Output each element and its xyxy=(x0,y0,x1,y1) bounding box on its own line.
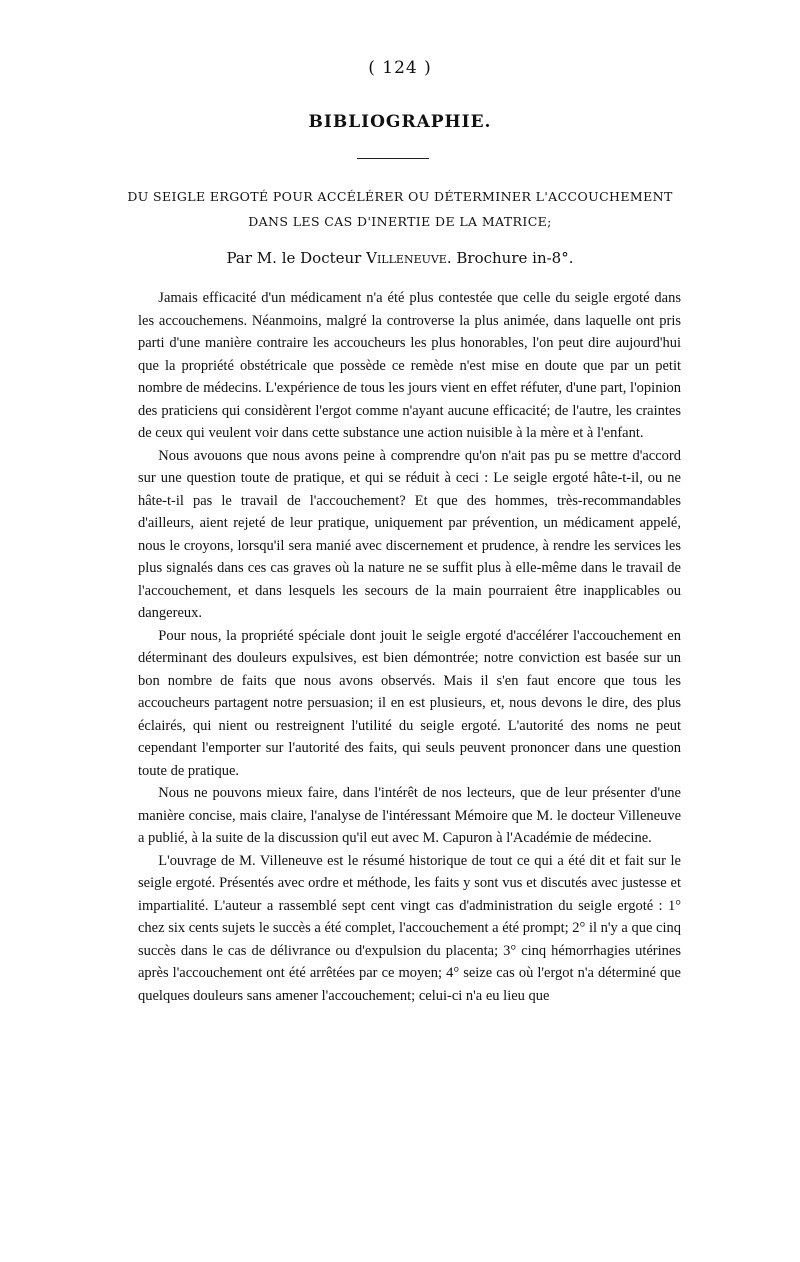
author-prefix: Par M. le Docteur xyxy=(226,249,362,267)
divider-rule xyxy=(357,158,429,159)
section-heading: BIBLIOGRAPHIE. xyxy=(308,112,492,132)
paragraph: Nous avouons que nous avons peine à comprendre qu'on n'ait pas pu se mettre d'accord sur une question toute de pratique, et qui se réduit à ceci : Le seigle ergoté hâte-t-il, ou ne hâte-t-il pas le travail de l'accouchement? Et que des hommes, très-recommandables d'ailleurs, aient rejeté de leur pratique, uniquement par prévention, un médicament appelé, nous le croyons, lorsqu'il sera manié avec discernement et prudence, à rendre les services les plus signalés dans ces cas graves où la nature ne se suffit plus à elle-même dans le travail de l'accouchement, et dans lesquels les secours de la main pourraient être inapplicables ou dangereux. xyxy=(138,447,681,621)
page-number: ( 124 ) xyxy=(368,58,432,78)
paragraph: Nous ne pouvons mieux faire, dans l'intérêt de nos lecteurs, que de leur présenter d'une manière concise, mais claire, l'analyse de l'intéressant Mémoire que M. le docteur Villeneuve a publié, à la suite de la discussion qu'il eut avec M. Capuron à l'Académie de médecine. xyxy=(138,785,681,846)
author-suffix: . Brochure in-8°. xyxy=(446,249,574,267)
paragraph: Pour nous, la propriété spéciale dont jouit le seigle ergoté d'accélérer l'accouchement en déterminant des douleurs expulsives, est bien démontrée; notre conviction est basée sur un bon nombre de faits que nous avons observés. Mais il s'en faut encore que tous les accoucheurs partagent notre persuasion; il en est plusieurs, et, nous devons le dire, des plus éclairés, qui nient ou restreignent l'utilité du seigle ergoté. L'autorité des noms ne peut cependant l'emporter sur l'autorité des faits, qui seuls peuvent prononcer dans une question toute de pratique. xyxy=(138,627,681,779)
author-name: Villeneuve xyxy=(366,249,447,267)
article-body xyxy=(138,287,681,1007)
author-line xyxy=(100,249,700,267)
paragraph: Jamais efficacité d'un médicament n'a été plus contestée que celle du seigle ergoté dans les accouchemens. Néanmoins, malgré la controverse la plus animée, dans laquelle ont pris parti d'une manière contraire les accoucheurs les plus honorables, l'on peut dire aujourd'hui que la propriété obstétricale que possède ce remède n'est mise en doute que par un petit nombre de médecins. L'expérience de tous les jours vient en effet réfuter, d'une part, l'opinion des praticiens qui considèrent l'ergot comme n'ayant aucune efficacité; de l'autre, les craintes de ceux qui veulent voir dans cette substance une action nuisible à la mère et à l'enfant. xyxy=(138,290,681,441)
paragraph: L'ouvrage de M. Villeneuve est le résumé historique de tout ce qui a été dit et fait sur le seigle ergoté. Présentés avec ordre et méthode, les faits y sont vus et discutés avec justesse et impartialité. L'auteur a rassemblé sept cent vingt cas d'administration du seigle ergoté : 1° chez six cents sujets le succès a été complet, l'accouchement a été prompt; 2° il n'y a que cinq succès dans le cas de délivrance ou d'expulsion du placenta; 3° cinq hémorrhagies utérines après l'accouchement ont été arrêtées par ce moyen; 4° seize cas où l'ergot n'a déterminé que quelques douleurs sans amener l'accouchement; celui-ci n'a eu lieu que xyxy=(138,852,681,1004)
article-title: DU SEIGLE ERGOTÉ POUR ACCÉLÉRER OU DÉTERMINER L'ACCOUCHEMENT DANS LES CAS D'INERTIE DE LA MATRICE; xyxy=(127,189,673,229)
